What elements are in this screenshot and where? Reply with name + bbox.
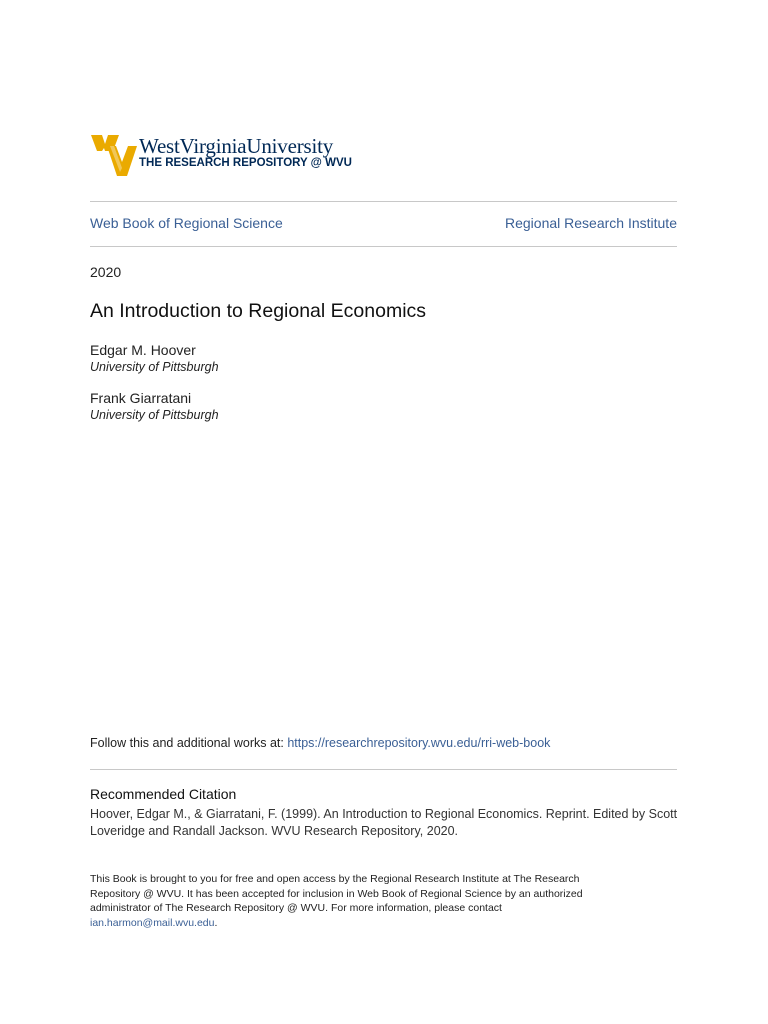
citation-text: Hoover, Edgar M., & Giarratani, F. (1999). An Introduction to Regional Economics. Reprint. Edited by Scott Loveridge and Randall Jackson. WVU Research Repository, 2020.	[90, 807, 678, 838]
logo-university-name: WestVirginiaUniversity	[139, 134, 334, 158]
author-affiliation: University of Pittsburgh	[90, 360, 219, 374]
access-statement-text: This Book is brought to you for free and open access by the Regional Research Institute at The Research Repository @ WVU. It has been accepted for inclusion in Web Book of Regional Science by an authorized administrator of The Research Repository @ WVU. For more information, please contact	[90, 873, 583, 915]
collection-url-link[interactable]: https://researchrepository.wvu.edu/rri-web-book	[287, 736, 551, 750]
follow-text: Follow this and additional works at:	[90, 736, 288, 750]
publication-year: 2020	[90, 264, 122, 280]
divider	[90, 201, 677, 202]
author-affiliation: University of Pittsburgh	[90, 408, 219, 422]
citation-heading: Recommended Citation	[90, 786, 237, 802]
document-title: An Introduction to Regional Economics	[90, 300, 427, 322]
wvu-logo[interactable]	[91, 132, 371, 178]
access-statement	[90, 872, 630, 930]
contact-email-link[interactable]: ian.harmon@mail.wvu.edu	[90, 916, 215, 929]
logo-repository-name: THE RESEARCH REPOSITORY @ WVU	[139, 157, 352, 169]
collection-link[interactable]: Web Book of Regional Science	[90, 215, 283, 231]
divider	[90, 769, 677, 770]
flying-wv-icon	[91, 132, 137, 178]
institute-link[interactable]: Regional Research Institute	[505, 215, 677, 231]
author-name: Edgar M. Hoover	[90, 342, 196, 358]
follow-line	[90, 736, 550, 750]
divider	[90, 246, 677, 247]
access-statement-end: .	[214, 916, 218, 929]
author-name: Frank Giarratani	[90, 390, 192, 406]
